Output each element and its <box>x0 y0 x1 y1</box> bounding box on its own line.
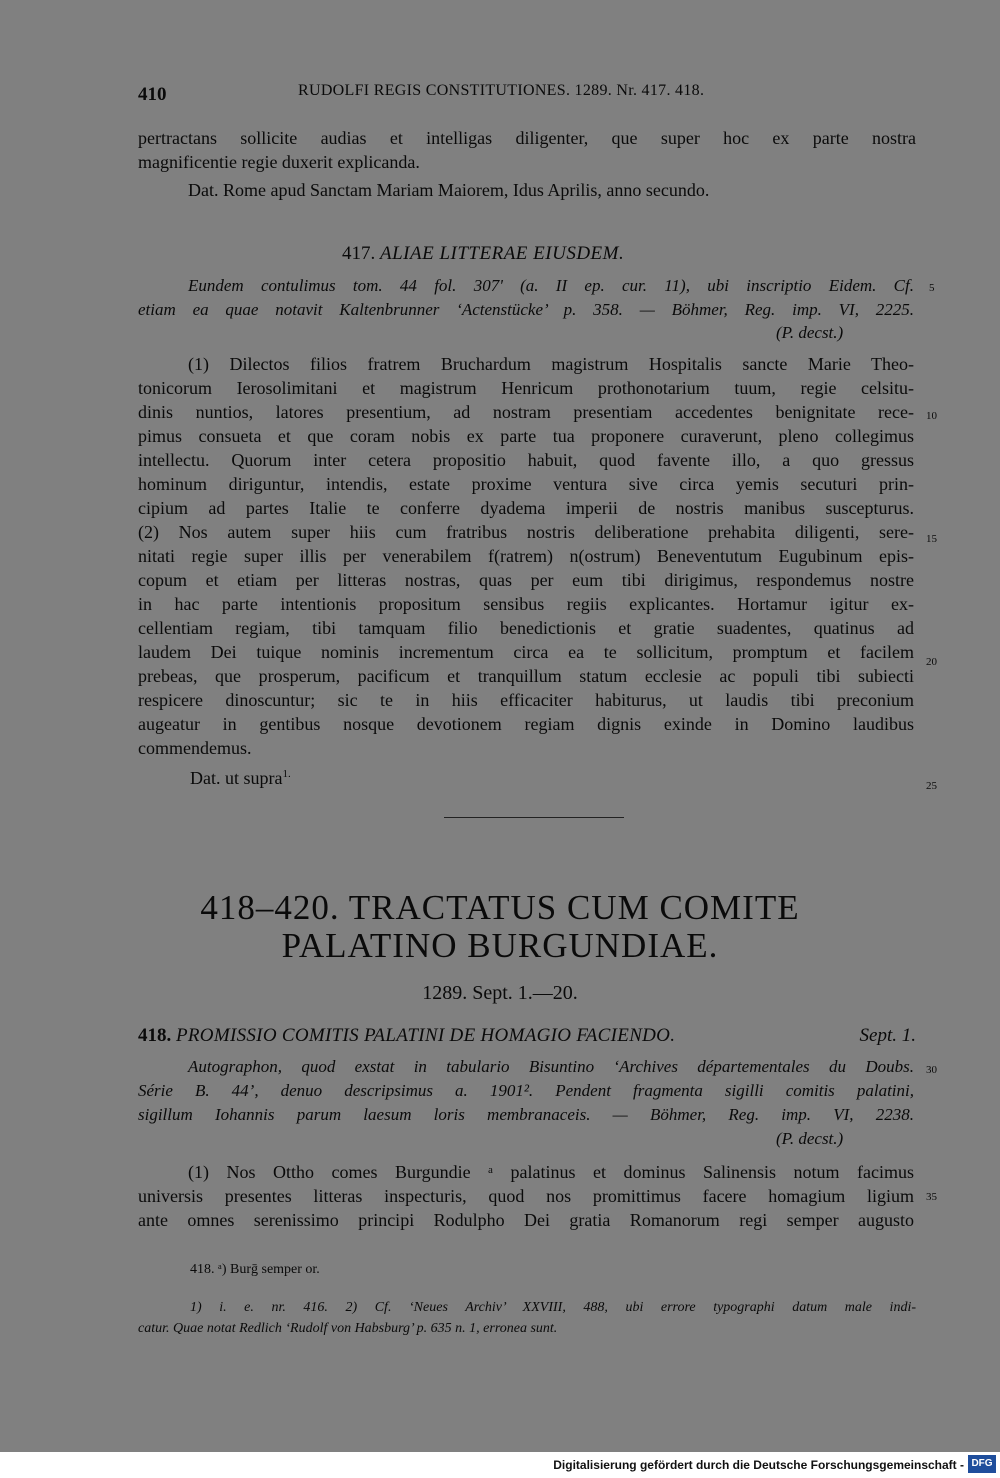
body-line: (2) Nos autem super hiis cum fratribus nostris deliberatione prehabita diligenti, sere- <box>138 522 914 542</box>
section-dates: 1289. Sept. 1.—20. <box>422 982 578 1004</box>
intro-line: etiam ea quae notavit Kaltenbrunner ‘Actenstücke’ p. 358. — Böhmer, Reg. imp. VI, 2225. <box>138 300 914 319</box>
body-line: in hac parte intentionis propositum sensibus regiis explicantes. Hortamur igitur ex- <box>138 594 914 614</box>
body-line: pimus consueta et que coram nobis ex parte tua proponere curaverunt, pleno collegimus <box>138 426 914 446</box>
body-line: respicere dinoscuntur; sic te in hiis efficaciter habiturus, ut laudis tibi preconium <box>138 690 914 710</box>
intro-line: Autographon, quod exstat in tabulario Bisuntino ‘Archives départementales du Doubs. <box>188 1057 914 1076</box>
section-title-line2: PALATINO BURGUNDIAE. <box>281 926 719 965</box>
body-line: prebeas, que prosperum, pacificum et tranquillum statum ecclesie ac populi tibi subiecti <box>138 666 914 686</box>
body-line: commendemus. <box>138 738 252 758</box>
line-number: 20 <box>926 656 937 668</box>
doc-417-number: 417. <box>342 243 376 264</box>
footnote-ref: 1. <box>282 768 291 780</box>
body-line: laudem Dei tuique nominis incrementum circa ea te sollicitum, promptum et facilem <box>138 642 914 662</box>
body-line: dinis nuntios, latores presentium, ad nostram presentiam accedentes benignitate rece- <box>138 402 914 422</box>
body-line: (1) Dilectos filios fratrem Bruchardum magistrum Hospitalis sancte Marie Theo- <box>188 354 914 374</box>
body-line: cipium ad partes Italie te conferre dyadema imperii de nostris manibus suscepturus. <box>138 498 914 518</box>
line-number: 15 <box>926 533 937 545</box>
intro-line: Eundem contulimus tom. 44 fol. 307' (a. II ep. cur. 11), ubi inscriptio Eidem. Cf. <box>188 276 914 295</box>
dat-line <box>190 762 291 790</box>
body-line: nitati regie super illis per venerabilem f(ratrem) n(ostrum) Beneventutum Eugubinum epis- <box>138 546 914 566</box>
dfg-logo: DFG <box>968 1455 996 1473</box>
intro-line: sigillum Iohannis parum laesum loris membranaceis. — Böhmer, Reg. imp. VI, 2238. <box>138 1105 914 1124</box>
page-number: 410 <box>138 84 167 105</box>
line-number: 30 <box>926 1064 937 1076</box>
body-line: tonicorum Ierosolimitani et magistrum Henricum prothonotarium tuum, regie celsitu- <box>138 378 914 398</box>
dat-text: Dat. ut supra <box>190 768 283 788</box>
line-number: 25 <box>926 780 937 792</box>
intro-line: Série B. 44’, denuo descripsimus a. 1901². Pendent fragmenta sigilli comitis palatini, <box>138 1081 914 1100</box>
body-line: (1) Nos Ottho comes Burgundie ᵃ palatinus et dominus Salinensis notum facimus <box>188 1162 914 1182</box>
body-line: cellentiam regiam, tibi tamquam filio benedictionis et gratie suadentes, quatinus ad <box>138 618 914 638</box>
body-line: hominum diriguntur, intendis, estate proxime ventura sive circa yemis secuturi prin- <box>138 474 914 494</box>
line-number: 5 <box>929 282 935 294</box>
doc-418-heading <box>138 1024 916 1048</box>
intro-line: (P. decst.) <box>776 323 844 342</box>
body-line: universis presentes litteras inspecturis, quod nos promittimus facere homagium ligium <box>138 1186 914 1206</box>
running-title: RUDOLFI REGIS CONSTITUTIONES. 1289. Nr. 417. 418. <box>298 82 705 99</box>
intro-line: (P. decst.) <box>776 1129 844 1148</box>
variant-note: 418. ᵃ) Burḡ semper or. <box>190 1262 320 1277</box>
line-number: 10 <box>926 410 937 422</box>
doc-418-number: 418. <box>138 1025 172 1046</box>
footnote-line: catur. Quae notat Redlich ‘Rudolf von Habsburg’ p. 635 n. 1, erronea sunt. <box>138 1321 558 1336</box>
footer-credit: Digitalisierung gefördert durch die Deutsche Forschungsgemeinschaft - <box>553 1458 964 1472</box>
body-line: copum et etiam per litteras nostras, quas per eum tibi dirigimus, respondemus nostre <box>138 570 914 590</box>
doc-418-date: Sept. 1. <box>859 1025 916 1046</box>
doc-417-title: ALIAE LITTERAE EIUSDEM. <box>380 243 625 264</box>
body-line: augeatur in gentibus nosque devotionem regiam dignis exinde in Domino laudibus <box>138 714 914 734</box>
footnote-line: 1) i. e. nr. 416. 2) Cf. ‘Neues Archiv’ XXVIII, 488, ubi errore typographi datum male indi- <box>190 1300 916 1315</box>
doc-418-title: PROMISSIO COMITIS PALATINI DE HOMAGIO FACIENDO. <box>176 1025 676 1046</box>
text-line: pertractans sollicite audias et intelligas diligenter, que super hoc ex parte nostra <box>138 128 916 148</box>
dat-line: Dat. Rome apud Sanctam Mariam Maiorem, Idus Aprilis, anno secundo. <box>188 180 710 200</box>
text-line: magnificentie regie duxerit explicanda. <box>138 152 420 172</box>
separator-rule <box>444 817 624 818</box>
body-line: intellectu. Quorum inter cetera propositio habuit, quod favente illo, a quo gressus <box>138 450 914 470</box>
line-number: 35 <box>926 1191 937 1203</box>
section-title-line1: 418–420. TRACTATUS CUM COMITE <box>200 888 800 927</box>
body-line: ante omnes serenissimo principi Rodulpho Dei gratia Romanorum regi semper augusto <box>138 1210 914 1230</box>
doc-417-heading <box>342 243 624 265</box>
